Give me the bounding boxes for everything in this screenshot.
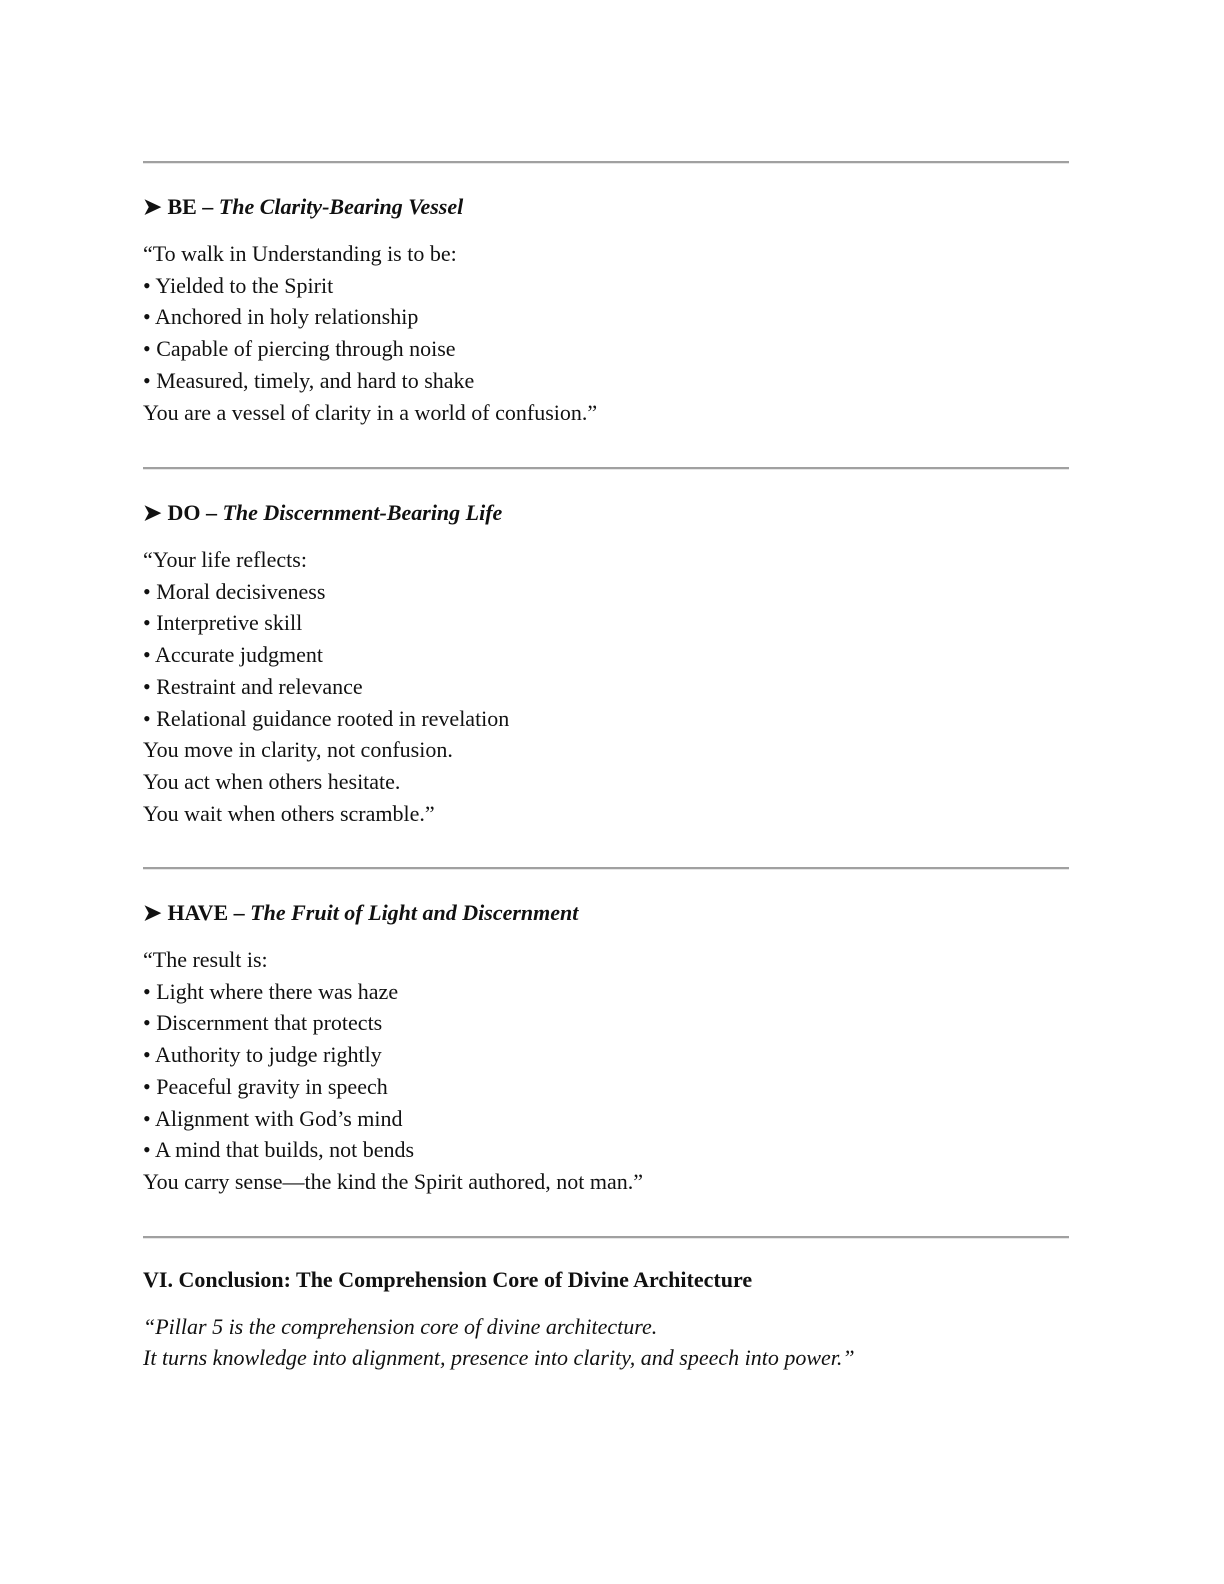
do-line: You move in clarity, not confusion. [143,737,453,763]
arrow-icon: ➤ [143,194,162,219]
do-bullet: • Accurate judgment [143,642,323,668]
be-line: You are a vessel of clarity in a world of confusion.” [143,399,598,425]
do-line: “Your life reflects: [143,547,307,572]
conclusion-section [143,1265,1069,1373]
have-line: You carry sense—the kind the Spirit authored, not man.” [143,1168,644,1194]
be-bullet: • Anchored in holy relationship [143,304,419,330]
do-line: You wait when others scramble.” [143,800,435,826]
arrow-icon: ➤ [143,500,162,525]
do-bullet: • Moral decisiveness [143,578,326,604]
do-bullet: • Restraint and relevance [143,673,363,699]
have-bullet: • Discernment that protects [143,1010,383,1036]
conclusion-quote [143,1311,1069,1373]
have-bullet: • Light where there was haze [143,978,399,1004]
be-subtitle: The Clarity-Bearing Vessel [218,194,464,219]
section-divider [143,1236,1069,1239]
be-bullet: • Capable of piercing through noise [143,336,456,362]
section-divider [143,161,1069,164]
conclusion-line: It turns knowledge into alignment, presence into clarity, and speech into power.” [143,1345,855,1370]
heading-dash: – [202,194,214,219]
have-body [143,944,1069,1198]
do-bullet: • Relational guidance rooted in revelation [143,705,510,731]
have-subtitle: The Fruit of Light and Discernment [250,900,579,925]
have-bullet: • A mind that builds, not bends [143,1137,415,1163]
do-subtitle: The Discernment-Bearing Life [222,500,503,525]
do-line: You act when others hesitate. [143,768,401,794]
be-heading [143,192,1069,222]
do-section [143,498,1069,829]
be-body [143,238,1069,428]
be-label: BE [167,194,197,219]
arrow-icon: ➤ [143,900,162,925]
be-line: “To walk in Understanding is to be: [143,241,457,266]
have-section [143,898,1069,1198]
section-divider [143,467,1069,470]
section-divider [143,867,1069,870]
do-body [143,544,1069,829]
heading-dash: – [205,500,217,525]
heading-dash: – [233,900,245,925]
conclusion-line: “Pillar 5 is the comprehension core of divine architecture. [143,1314,658,1339]
be-section [143,192,1069,428]
do-label: DO [167,500,201,525]
be-bullet: • Yielded to the Spirit [143,272,334,298]
have-heading [143,898,1069,928]
have-line: “The result is: [143,947,268,972]
do-bullet: • Interpretive skill [143,610,303,636]
do-heading [143,498,1069,528]
have-label: HAVE [167,900,229,925]
have-bullet: • Authority to judge rightly [143,1042,382,1068]
have-bullet: • Alignment with God’s mind [143,1105,403,1131]
have-bullet: • Peaceful gravity in speech [143,1073,388,1099]
conclusion-heading: VI. Conclusion: The Comprehension Core of Divine Architecture [143,1267,753,1292]
be-bullet: • Measured, timely, and hard to shake [143,367,475,393]
